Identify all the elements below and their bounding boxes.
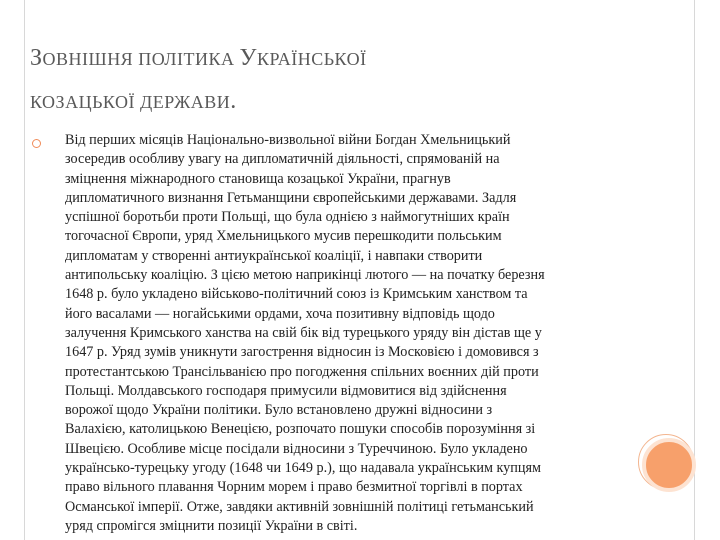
body-line: право вільного плавання Чорним морем і право безмитної торгівлі в портах	[65, 479, 523, 496]
orange-circle-icon	[642, 438, 696, 492]
body-line: 1647 р. Уряд зумів уникнути загострення відносин із Московією і домовився з	[65, 344, 539, 361]
slide-title	[30, 38, 590, 124]
title-initial-1: З	[30, 45, 43, 71]
body-line: Валахією, католицькою Венецією, розпочато пошуки способів порозуміння зі	[65, 421, 536, 438]
circle-bullet-icon	[32, 139, 41, 148]
frame-left-line	[24, 0, 25, 540]
body-line: Польщі. Молдавського господаря примусили відмовитися від здійснення	[65, 382, 507, 399]
body-line: Від перших місяців Національно-визвольної війни Богдан Хмельницький	[65, 132, 511, 148]
title-initial-2: У	[239, 45, 257, 71]
body-line: Османської імперії. Отже, завдяки активній зовнішній політиці гетьманський	[65, 498, 534, 515]
body-line: зміцнення міжнародного становища козацької України, прагнув	[65, 170, 451, 187]
body-line: успішної боротьби проти Польщі, що була однією з наймогутніших країн	[65, 209, 510, 226]
body-line: дипломатичного визнання Гетьманщини європейськими державами. Задля	[65, 189, 517, 206]
body-line: антипольську коаліцію. З цією метою наприкінці лютого — на початку березня	[65, 267, 545, 284]
body-line: українсько-турецьку угоду (1648 чи 1649 р.), що надавала українським купцям	[65, 460, 541, 477]
title-word-2: КРАЇНСЬКОЇ	[257, 49, 367, 69]
title-word-1: ОВНІШНЯ ПОЛІТИКА	[42, 49, 240, 69]
body-line: ворожої щодо України політики. Було встановлено дружні відносини з	[65, 402, 493, 419]
body-line: його васалами — ногайськими ордами, хоча позитивну відповідь щодо	[65, 305, 495, 322]
body-line: протестантською Трансільванією про погодження спільних воєнних дій проти	[65, 363, 539, 380]
body-line: дипломатам у створенні антиукраїнської коаліції, і навпаки створити	[65, 247, 483, 264]
body-line: залучення Кримського ханства на свій бік від турецького уряду він дістав ще у	[65, 324, 542, 341]
body-paragraph	[32, 131, 622, 536]
title-period: .	[230, 88, 237, 114]
body-line: тогочасної Європи, уряд Хмельницького мусив перешкодити польським	[65, 228, 502, 245]
title-line-1	[30, 38, 590, 81]
bullet-list	[32, 131, 622, 536]
title-line-2	[30, 81, 590, 124]
body-line: Швецією. Особливе місце посідали відносини з Туреччиною. Було укладено	[65, 440, 528, 457]
body-line: 1648 р. було укладено військово-політичний союз із Кримським ханством та	[65, 286, 528, 303]
body-line: уряд спромігся зміцнити позиції України в світі.	[65, 517, 358, 534]
title-word-3: КОЗАЦЬКОЇ ДЕРЖАВИ	[30, 92, 231, 112]
body-line: зосередив особливу увагу на дипломатичній діяльності, спрямованій на	[65, 151, 500, 168]
